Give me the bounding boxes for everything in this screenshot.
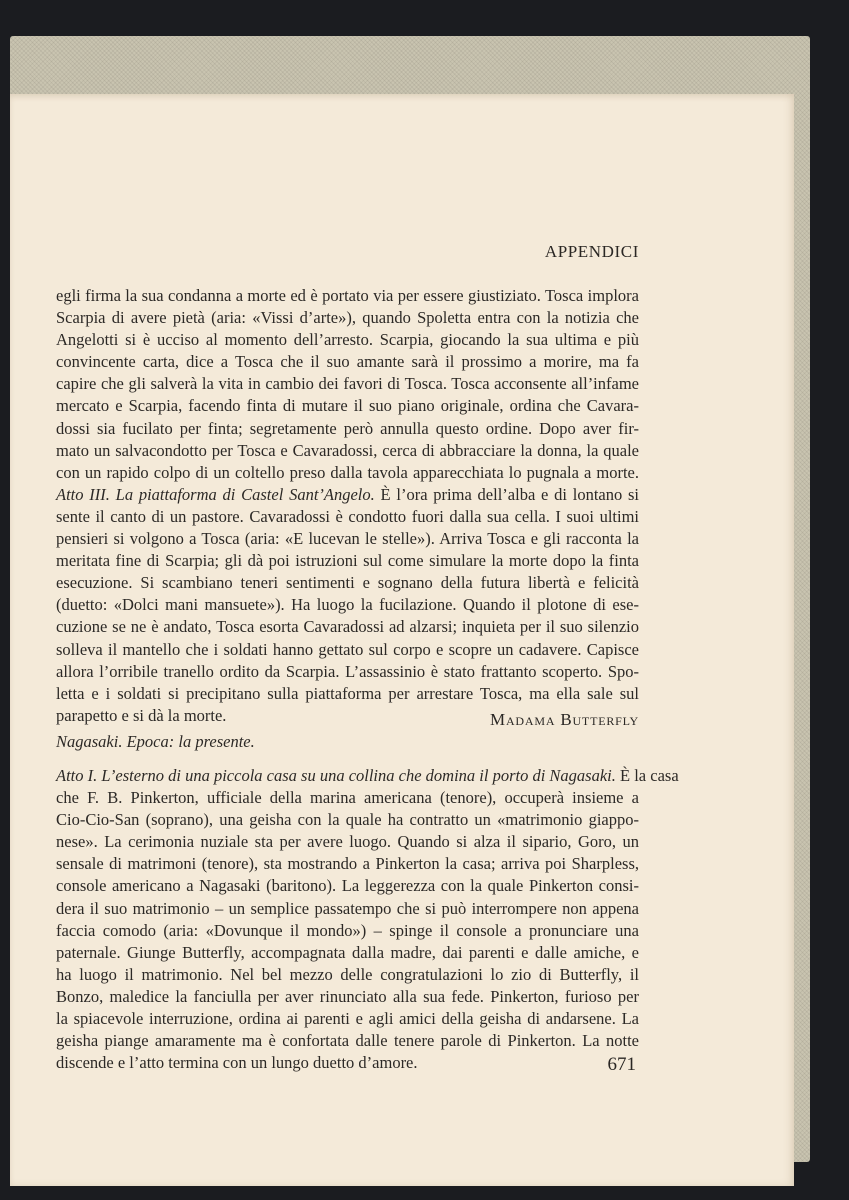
setting-line: Nagasaki. Epoca: la presente. [56, 732, 255, 751]
text-line: meritata fine di Scarpia; gli dà poi istruzioni sul come simulare la morte dopo la finta [56, 551, 639, 571]
page-number: 671 [607, 1054, 636, 1075]
text-line: dera il suo matrimonio – un semplice passatempo che si può interrompere non appena [56, 898, 639, 918]
text-line: con un rapido colpo di un coltello preso dalla tavola apparecchiata lo pugnala a morte. [56, 462, 639, 482]
act-heading: Atto III. La piattaforma di Castel Sant’Angelo. [56, 484, 375, 504]
text-line: geisha piange amaramente ma è confortata dalle tenere parole di Pinkerton. La notte [56, 1031, 639, 1051]
text-line: faccia comodo (aria: «Dovunque il mondo») – spinge il console a pronunciare una [56, 920, 639, 940]
text-line: la spiacevole interruzione, ordina ai parenti e agli amici della geisha di andarsene. La [56, 1009, 639, 1029]
text-line: sensale di matrimoni (tenore), sta mostrando a Pinkerton la casa; arriva poi Sharpless, [56, 854, 639, 874]
text-line: paternale. Giunge Butterfly, accompagnata dalla madre, dai parenti e dalle amiche, e [56, 942, 639, 962]
text-line: Atto I. L’esterno di una piccola casa su una collina che domina il porto di Nagasaki. È la casa [56, 766, 679, 785]
text-line: ha luogo il matrimonio. Nel bel mezzo delle congratulazioni lo zio di Butterfly, il [56, 964, 639, 984]
text-line: egli firma la sua condanna a morte ed è portato via per essere giustiziato. Tosca implora [56, 286, 639, 305]
butterfly-synopsis [56, 765, 679, 1074]
text-line: console americano a Nagasaki (baritono). La leggerezza con la quale Pinkerton consi- [56, 876, 639, 896]
text-line: Angelotti si è ucciso al momento dell’arresto. Scarpia, giocando la sua ultima e più [56, 330, 639, 350]
text-line: nese». La cerimonia nuziale sta per avere luogo. Quando si alza il sipario, Goro, un [56, 832, 639, 852]
text-line: sente il canto di un pastore. Cavaradossi è condotto fuori dalla sua cella. I suoi ultimi [56, 506, 639, 526]
text-line: dossi sia fucilato per finta; segretamente però annulla questo ordine. Dopo aver fir- [56, 418, 639, 438]
book-page [10, 94, 794, 1186]
running-head: APPENDICI [544, 242, 639, 261]
text-line: (duetto: «Dolci mani mansuete»). Ha luogo la fucilazione. Quando il plotone di ese- [56, 595, 639, 615]
text-line: convincente carta, dice a Tosca che il suo amante sarà il prossimo a morire, ma fa [56, 352, 639, 372]
text-line: Scarpia di avere pietà (aria: «Vissi d’arte»), quando Spoletta entra con la notizia che [56, 308, 639, 328]
text-line: capire che gli salverà la vita in cambio dei favori di Tosca. Tosca acconsente all’infame [56, 374, 639, 394]
text-line: Cio-Cio-San (soprano), una geisha con la quale ha contratto un «matrimonio giappo- [56, 810, 639, 830]
text-line: allora l’orribile tranello ordito da Scarpia. L’assassinio è stato frattanto scoperto. Spo- [56, 661, 639, 681]
text-line: che F. B. Pinkerton, ufficiale della marina americana (tenore), occuperà insieme a [56, 788, 639, 808]
text-line: Bonzo, maledice la fanciulla per aver rinunciato alla sua fede. Pinkerton, furioso per [56, 986, 639, 1006]
text-line: cuzione se ne è andato, Tosca esorta Cavaradossi ad alzarsi; inquieta per il suo silenzio [56, 617, 639, 637]
text-line: solleva il mantello che i soldati hanno gettato sul corpo e scopre un cadavere. Capisce [56, 639, 639, 659]
text-line: esecuzione. Si scambiano teneri sentimenti e sognano della futura libertà e felicità [56, 573, 639, 593]
text-line: discende e l’atto termina con un lungo duetto d’amore. [56, 1053, 418, 1073]
text-line: mercato e Scarpia, facendo finta di mutare il suo piano originale, ordina che Cavara- [56, 396, 639, 416]
text-line: pensieri si volgono a Tosca (aria: «E lucevan le stelle»). Arriva Tosca e gli racconta la [56, 529, 639, 549]
text-line: Atto III. La piattaforma di Castel Sant’Angelo. È l’ora prima dell’alba e di lontano si [56, 484, 639, 504]
tosca-synopsis [56, 285, 639, 727]
act-heading: Atto I. L’esterno di una piccola casa su una collina che domina il porto di Nagasaki. [56, 766, 616, 785]
text-line: letta e i soldati si precipitano sulla piattaforma per arrestare Tosca, ma ella sale sul [56, 683, 639, 703]
section-title: Madama Butterfly [490, 710, 639, 729]
text-line: parapetto e si dà la morte. [56, 705, 227, 725]
book-cover-edge [10, 36, 810, 1162]
text-line: mato un salvacondotto per Tosca e Cavaradossi, cerca di abbracciare la donna, la quale [56, 440, 639, 460]
